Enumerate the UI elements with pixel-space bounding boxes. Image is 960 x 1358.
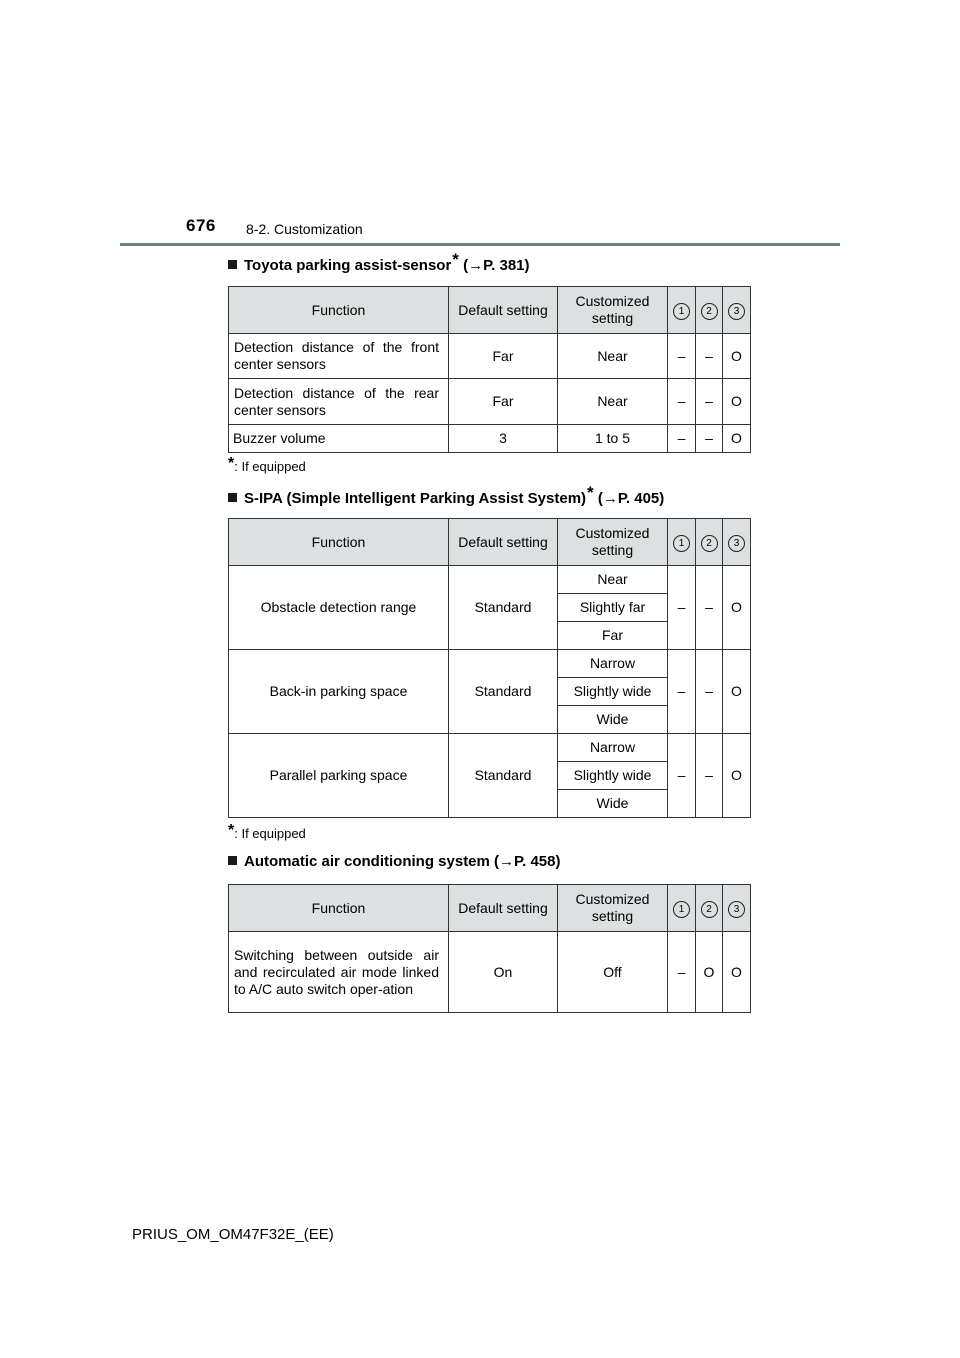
column-header: Function bbox=[229, 885, 449, 932]
mark-cell: – bbox=[668, 334, 696, 379]
circled-3-icon: 3 bbox=[728, 901, 745, 918]
mark-cell: – bbox=[668, 932, 696, 1013]
settings-table bbox=[228, 286, 751, 453]
section-title: S-IPA (Simple Intelligent Parking Assist System) bbox=[244, 490, 587, 507]
custom-cell: 1 to 5 bbox=[558, 425, 668, 453]
option-cell: Narrow bbox=[558, 650, 668, 678]
option-cell: Narrow bbox=[558, 734, 668, 762]
bullet-square-icon bbox=[228, 493, 237, 502]
mark-cell: – bbox=[696, 425, 723, 453]
mark-cell: – bbox=[696, 650, 723, 734]
circled-1-icon: 1 bbox=[673, 901, 690, 918]
option-cell: Slightly far bbox=[558, 594, 668, 622]
footnote-text: : If equipped bbox=[234, 459, 306, 474]
column-header: Default setting bbox=[449, 885, 558, 932]
column-header: Default setting bbox=[449, 519, 558, 566]
mark-cell: O bbox=[723, 334, 751, 379]
function-cell: Buzzer volume bbox=[229, 425, 449, 453]
mark-cell: O bbox=[723, 650, 751, 734]
mark-cell: – bbox=[668, 425, 696, 453]
table-header-row bbox=[229, 287, 751, 334]
custom-cell: Near bbox=[558, 379, 668, 425]
column-header: Function bbox=[229, 519, 449, 566]
circled-2-icon: 2 bbox=[701, 901, 718, 918]
bullet-square-icon bbox=[228, 260, 237, 269]
table-header-row bbox=[229, 519, 751, 566]
mark-cell: – bbox=[668, 566, 696, 650]
circled-2-icon: 2 bbox=[701, 535, 718, 552]
mark-cell: – bbox=[696, 566, 723, 650]
option-cell: Wide bbox=[558, 706, 668, 734]
default-cell: Far bbox=[449, 334, 558, 379]
bullet-square-icon bbox=[228, 856, 237, 865]
page-reference: (→P. 381) bbox=[463, 257, 530, 274]
mark-cell: – bbox=[668, 734, 696, 818]
equipped-asterisk: * bbox=[452, 250, 459, 269]
section-heading bbox=[228, 483, 665, 508]
circled-1-icon: 1 bbox=[673, 535, 690, 552]
mark-cell: – bbox=[696, 734, 723, 818]
mark-cell: O bbox=[696, 932, 723, 1013]
mark-cell: – bbox=[668, 650, 696, 734]
mark-cell: O bbox=[723, 734, 751, 818]
table-row bbox=[229, 566, 751, 594]
function-cell: Obstacle detection range bbox=[229, 566, 449, 650]
settings-table bbox=[228, 884, 751, 1013]
column-header: Customized setting bbox=[558, 519, 668, 566]
option-cell: Wide bbox=[558, 790, 668, 818]
column-header: Default setting bbox=[449, 287, 558, 334]
column-header: Customized setting bbox=[558, 287, 668, 334]
table-row bbox=[229, 734, 751, 762]
table-row bbox=[229, 932, 751, 1013]
default-cell: On bbox=[449, 932, 558, 1013]
footnote bbox=[228, 455, 306, 476]
table-row bbox=[229, 425, 751, 453]
default-cell: Standard bbox=[449, 566, 558, 650]
page-reference: (→P. 405) bbox=[597, 490, 665, 507]
header-divider bbox=[120, 243, 840, 246]
table-row bbox=[229, 379, 751, 425]
default-cell: Far bbox=[449, 379, 558, 425]
mark-cell: – bbox=[668, 379, 696, 425]
function-cell: Back-in parking space bbox=[229, 650, 449, 734]
mark-cell: – bbox=[696, 379, 723, 425]
mark-cell: – bbox=[696, 334, 723, 379]
footnote-text: : If equipped bbox=[234, 826, 306, 841]
table-row bbox=[229, 650, 751, 678]
section-title: Automatic air conditioning system bbox=[244, 853, 490, 870]
custom-cell: Near bbox=[558, 334, 668, 379]
circled-2-icon: 2 bbox=[701, 303, 718, 320]
function-cell: Detection distance of the front center sensors bbox=[229, 334, 449, 379]
document-id: PRIUS_OM_OM47F32E_(EE) bbox=[132, 1226, 334, 1243]
circled-3-icon: 3 bbox=[728, 303, 745, 320]
settings-table bbox=[228, 518, 751, 818]
chapter-title: 8-2. Customization bbox=[246, 221, 363, 237]
column-header: Function bbox=[229, 287, 449, 334]
section-heading bbox=[228, 250, 530, 275]
mark-cell: O bbox=[723, 379, 751, 425]
footnote bbox=[228, 822, 306, 843]
page-reference: (→P. 458) bbox=[494, 853, 561, 870]
option-cell: Far bbox=[558, 622, 668, 650]
custom-cell: Off bbox=[558, 932, 668, 1013]
table-row bbox=[229, 334, 751, 379]
default-cell: 3 bbox=[449, 425, 558, 453]
page-number: 676 bbox=[186, 216, 216, 235]
section-title: Toyota parking assist-sensor bbox=[244, 257, 452, 274]
mark-cell: O bbox=[723, 932, 751, 1013]
circled-3-icon: 3 bbox=[728, 535, 745, 552]
option-cell: Slightly wide bbox=[558, 762, 668, 790]
option-cell: Near bbox=[558, 566, 668, 594]
footnote-asterisk: * bbox=[228, 822, 235, 839]
equipped-asterisk: * bbox=[587, 483, 594, 502]
function-cell: Parallel parking space bbox=[229, 734, 449, 818]
table-header-row bbox=[229, 885, 751, 932]
default-cell: Standard bbox=[449, 734, 558, 818]
function-cell: Detection distance of the rear center sensors bbox=[229, 379, 449, 425]
default-cell: Standard bbox=[449, 650, 558, 734]
mark-cell: O bbox=[723, 566, 751, 650]
mark-cell: O bbox=[723, 425, 751, 453]
footnote-asterisk: * bbox=[228, 455, 235, 472]
function-cell: Switching between outside air and recirculated air mode linked to A/C auto switch oper-ation bbox=[229, 932, 449, 1013]
option-cell: Slightly wide bbox=[558, 678, 668, 706]
column-header: Customized setting bbox=[558, 885, 668, 932]
circled-1-icon: 1 bbox=[673, 303, 690, 320]
section-heading bbox=[228, 853, 560, 870]
